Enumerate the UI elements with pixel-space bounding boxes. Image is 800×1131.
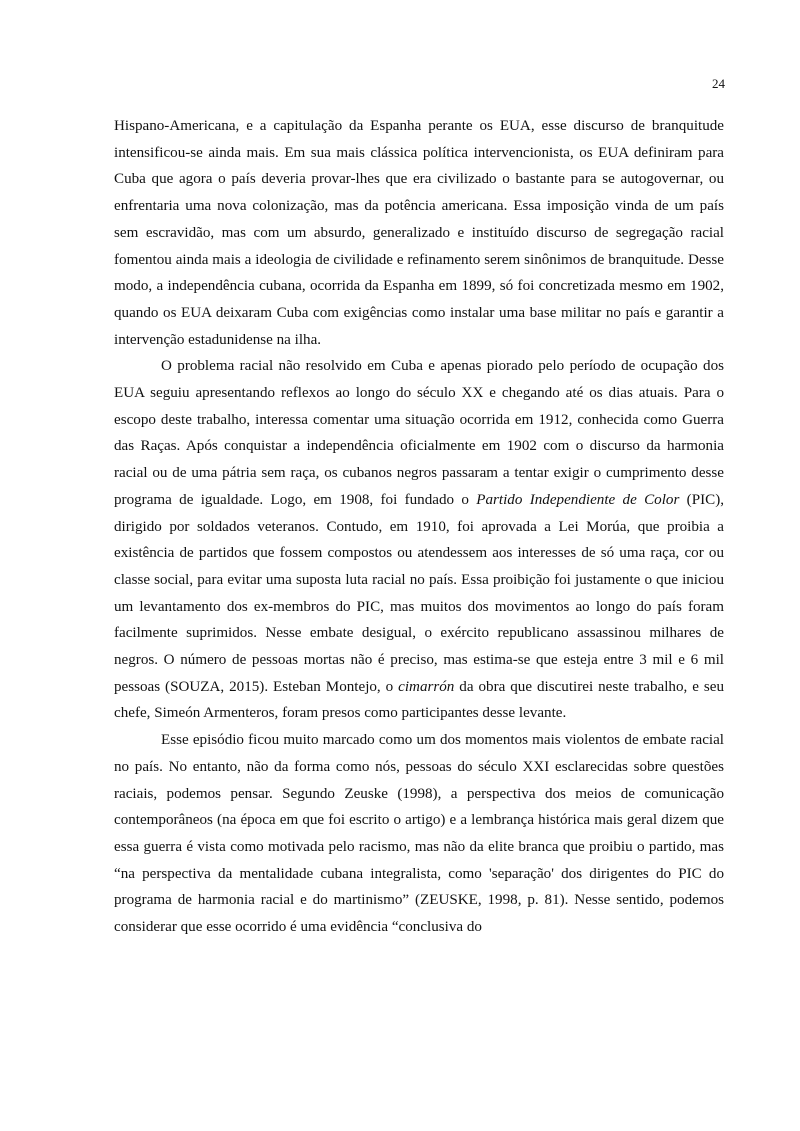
body-text — [114, 113, 724, 941]
page-number: 24 — [712, 76, 725, 91]
italic-term-cimarron: cimarrón — [398, 678, 455, 695]
text-run: da obra que discutirei neste trabalho, e seu chefe, Simeón Armenteros, foram presos como participantes desse levante. — [114, 678, 724, 722]
paragraph — [114, 727, 724, 941]
text-run: (PIC), dirigido por soldados veteranos. Contudo, em 1910, foi aprovada a Lei Morúa, que proibia a existência de partidos que fossem compostos ou atendessem aos interesses de só uma raça, cor ou classe social, para evitar uma suposta luta racial no país. Essa proibição foi justamente o que iniciou um levantamento dos ex-membros do PIC, mas muitos dos movimentos ao longo do país foram facilmente suprimidos. Nesse embate desigual, o exército republicano assassinou milhares de negros. O número de pessoas mortas não é preciso, mas estima-se que esteja entre 3 mil e 6 mil pessoas (SOUZA, 2015). Esteban Montejo, o — [114, 491, 725, 695]
paragraph — [114, 353, 724, 727]
italic-term-partido-independiente-de-color: Partido Independiente de Color — [476, 491, 680, 508]
text-run: Hispano-Americana, e a capitulação da Espanha perante os EUA, esse discurso de branquitude intensificou-se ainda mais. Em sua mais clássica política intervencionista, os EUA definiram para Cuba que agora o país deveria provar-lhes que era civilizado o bastante para se autogovernar, ou enfrentaria uma nova colonização, mas da potência americana. Essa imposição vinda de um país sem escravidão, mas com um absurdo, generalizado e instituído discurso de segregação racial fomentou ainda mais a ideologia de civilidade e refinamento serem sinônimos de branquitude. Desse modo, a independência cubana, ocorrida da Espanha em 1899, só foi concretizada mesmo em 1902, quando os EUA deixaram Cuba com exigências como instalar uma base militar no país e garantir a intervenção estadunidense na ilha. — [114, 118, 724, 348]
text-run: Esse episódio ficou muito marcado como um dos momentos mais violentos de embate racial no país. No entanto, não da forma como nós, pessoas do século XXI esclarecidas sobre questões raciais, podemos pensar. Segundo Zeuske (1998), a perspectiva dos meios de comunicação contemporâneos (na época em que foi escrito o artigo) e a lembrança histórica mais geral dizem que essa guerra é vista como motivada pelo racismo, mas não da elite branca que proibiu o partido, mas “na perspectiva da mentalidade cubana integralista, como 'separação' dos dirigentes do PIC do programa de harmonia racial e do martinismo” (ZEUSKE, 1998, p. 81). Nesse sentido, podemos considerar que esse ocorrido é uma evidência “conclusiva do — [114, 732, 724, 936]
text-run: O problema racial não resolvido em Cuba e apenas piorado pelo período de ocupação dos EUA seguiu apresentando reflexos ao longo do século XX e chegando até os dias atuais. Para o escopo deste trabalho, interessa comentar uma situação ocorrida em 1912, conhecida como Guerra das Raças. Após conquistar a independência oficialmente em 1902 com o discurso da harmonia racial ou de uma pátria sem raça, os cubanos negros passaram a tentar exigir o cumprimento desse programa de igualdade. Logo, em 1908, foi fundado o — [114, 358, 724, 508]
paragraph — [114, 113, 724, 353]
